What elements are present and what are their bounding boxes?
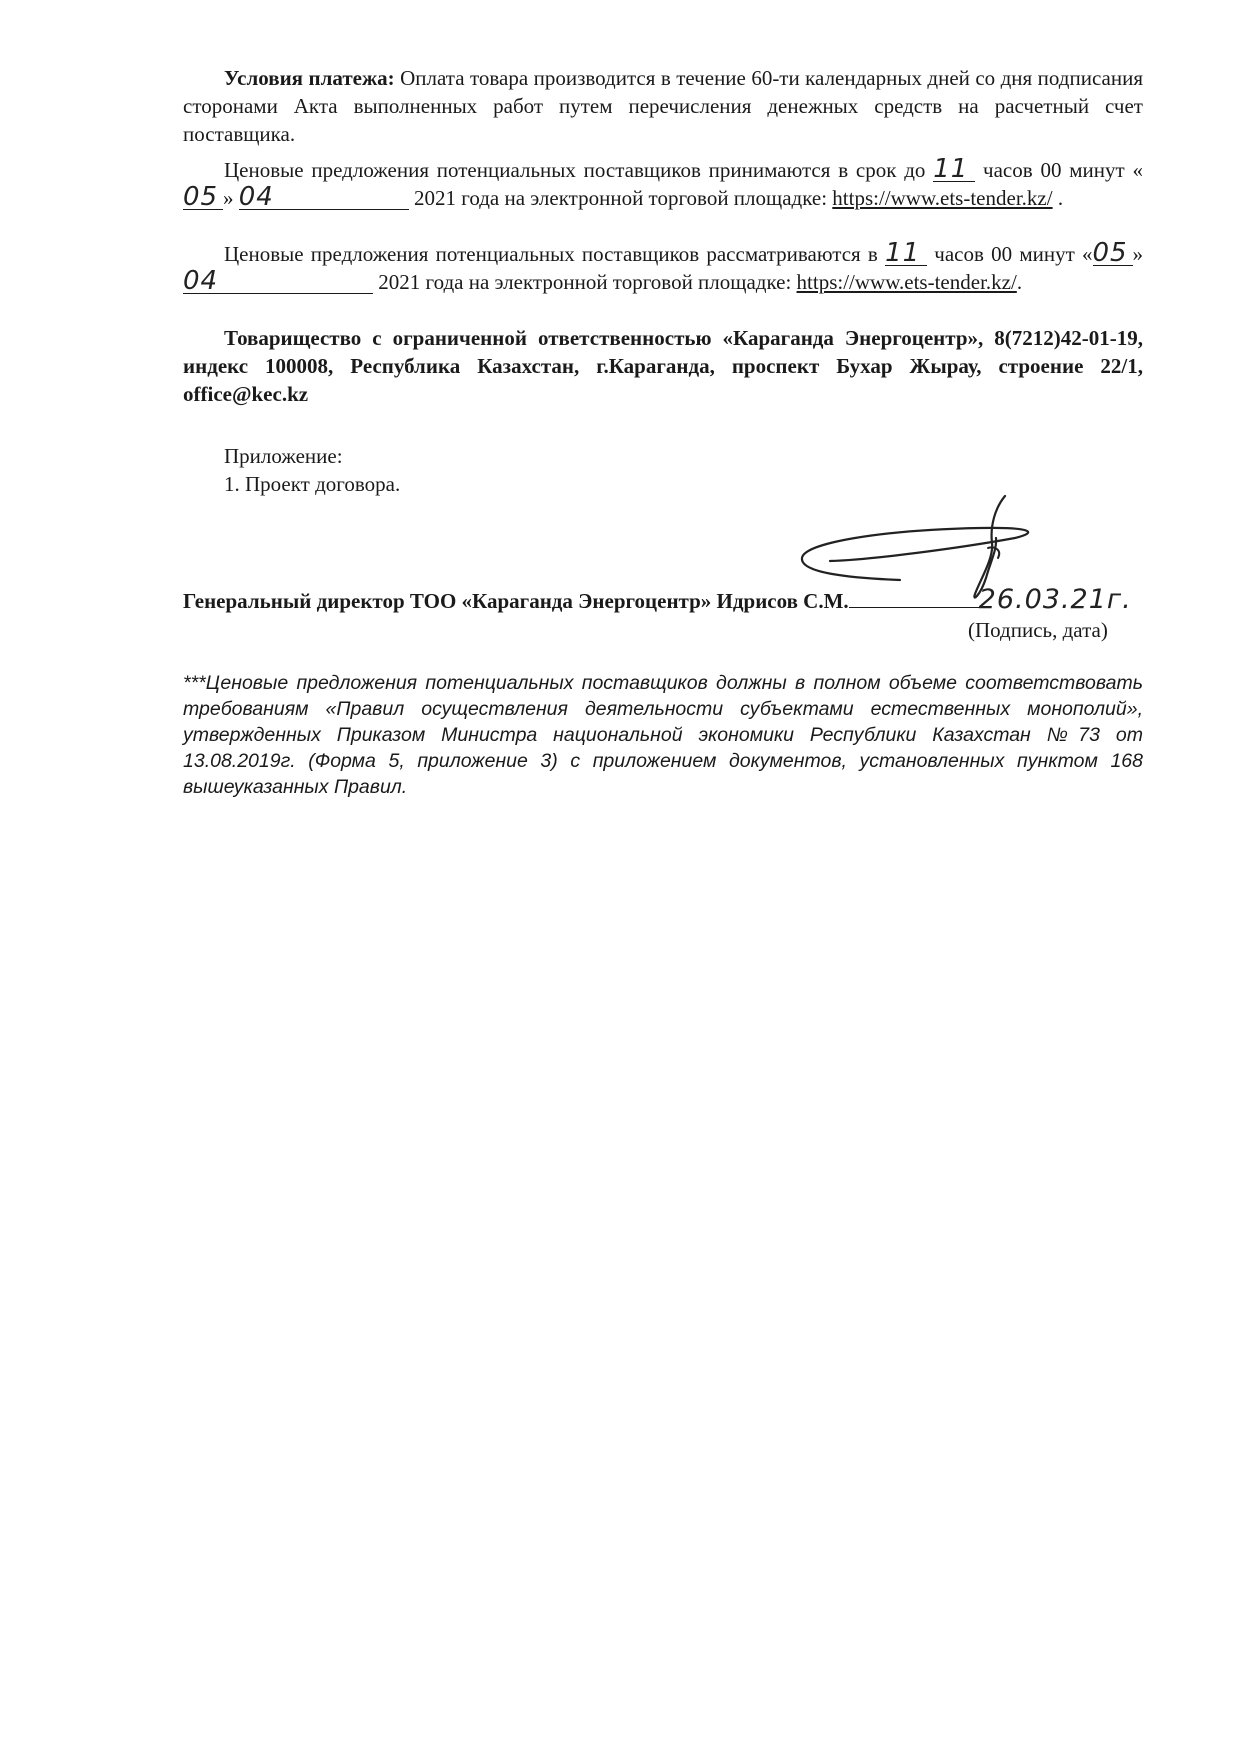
signatory-title: Генеральный директор ТОО «Караганда Энергоцентр» Идрисов С.М. [183, 589, 849, 613]
acceptance-month: 04 [238, 182, 274, 212]
company-info: Товарищество с ограниченной ответственностью «Караганда Энергоцентр», 8(7212)42-01-19, индекс 100008, Республика Казахстан, г.Караганда, проспект Бухар Жырау, строение 22/1, office@kec.kz [183, 326, 1143, 406]
acceptance-text-3: » [223, 186, 239, 210]
acceptance-hour: 11 [933, 154, 969, 184]
attachment-item: 1. Проект договора. [224, 472, 401, 496]
review-text-2: часов 00 минут « [927, 242, 1093, 266]
acceptance-paragraph [183, 156, 1143, 212]
review-text-3: » [1132, 242, 1143, 266]
signature-blank [849, 587, 979, 608]
acceptance-day: 05 [183, 182, 219, 212]
acceptance-url-link[interactable]: https://www.ets-tender.kz/ [832, 186, 1053, 210]
review-url-link[interactable]: https://www.ets-tender.kz/ [796, 270, 1017, 294]
review-hour: 11 [885, 238, 921, 268]
signature-date: 26.03.21г. [978, 584, 1132, 615]
acceptance-suffix: . [1052, 186, 1064, 210]
payment-terms-paragraph [183, 64, 1143, 148]
acceptance-text-2: часов 00 минут « [975, 158, 1143, 182]
attachment-heading: Приложение: [224, 444, 343, 468]
acceptance-text-4: 2021 года на электронной торговой площадке: [408, 186, 833, 210]
review-text-1: Ценовые предложения потенциальных поставщиков рассматриваются в [224, 242, 886, 266]
payment-terms-text: Оплата товара производится в течение 60-ти календарных дней со дня подписания сторонами Акта выполненных работ путем перечисления денежных средств на расчетный счет поставщика. [183, 66, 1143, 146]
signature-caption: (Подпись, дата) [968, 618, 1108, 642]
review-day: 05 [1092, 238, 1128, 268]
acceptance-text-1: Ценовые предложения потенциальных поставщиков принимаются в срок до [224, 158, 934, 182]
review-month: 04 [183, 266, 219, 296]
review-suffix: . [1016, 270, 1023, 294]
signature-line [183, 586, 1223, 615]
review-text-4: 2021 года на электронной торговой площадке: [373, 270, 797, 294]
review-paragraph [183, 240, 1143, 296]
footnote: ***Ценовые предложения потенциальных поставщиков должны в полном объеме соответствовать требованиям «Правил осуществления деятельности субъектами естественных монополий», утвержденных Приказом Министра национальной экономики Республики Казахстан №73 от 13.08.2019г. (Форма 5, приложение 3) с приложением документов, установленных пунктом 168 вышеуказанных Правил. [183, 672, 1143, 798]
payment-terms-label: Условия платежа: [224, 66, 395, 90]
